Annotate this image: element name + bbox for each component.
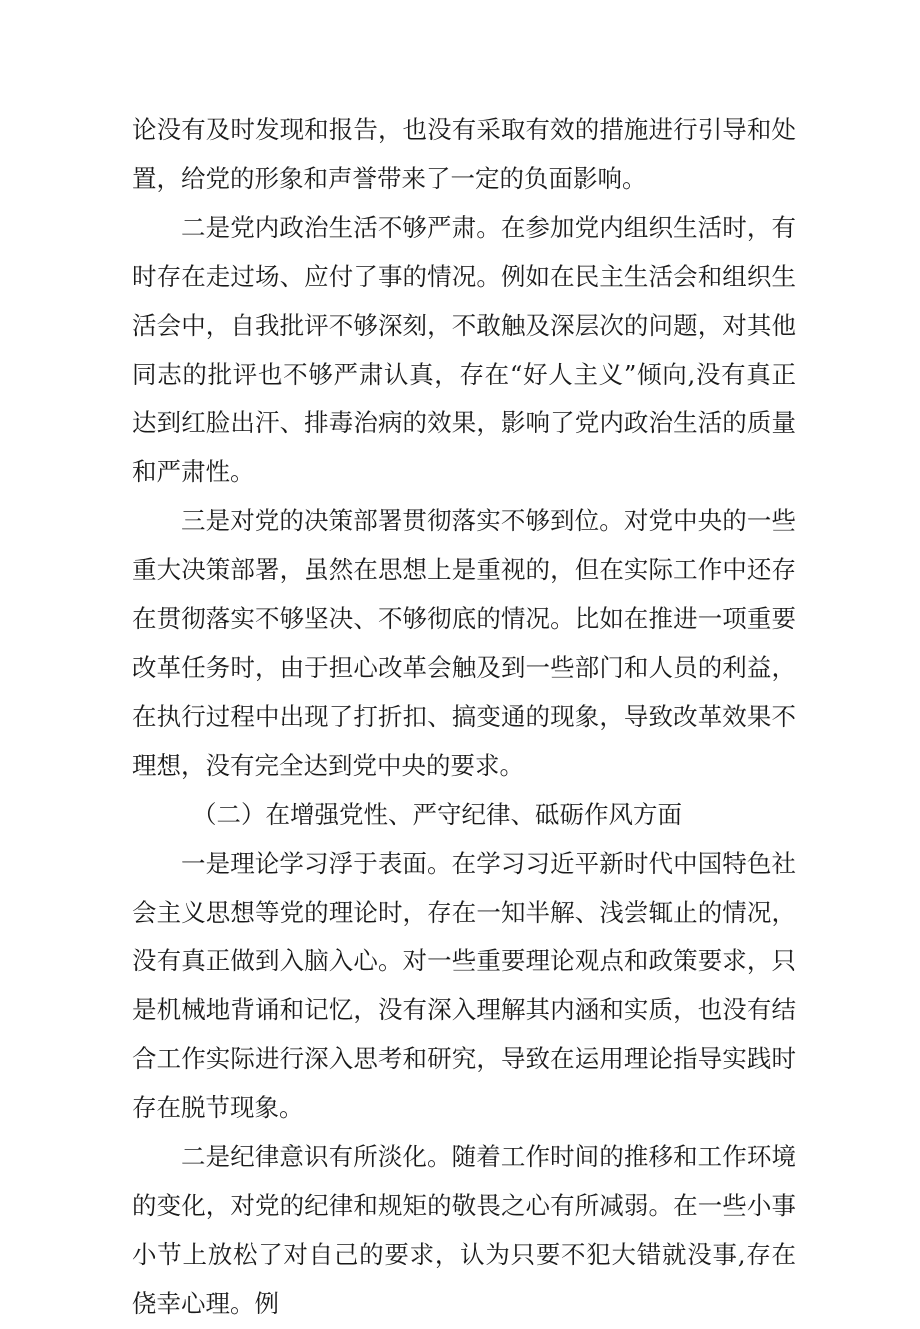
paragraph-continuation: 论没有及时发现和报告，也没有采取有效的措施进行引导和处置，给党的形象和声誉带来了一定的负面影响。	[132, 115, 796, 193]
paragraph-decision-implementation: 三是对党的决策部署贯彻落实不够到位。对党中央的一些重大决策部署，虽然在思想上是重视的，但在实际工作中还存在贯彻落实不够坚决、不够彻底的情况。比如在推进一项重要改革任务时，由于担心改革会触及到一些部门和人员的利益，在执行过程中出现了打折扣、搞变通的现象，导致改革效果不理想，没有完全达到党中央的要求。	[132, 506, 796, 780]
paragraph-theory-study: 一是理论学习浮于表面。在学习习近平新时代中国特色社会主义思想等党的理论时，存在一知半解、浅尝辄止的情况，没有真正做到入脑入心。对一些重要理论观点和政策要求，只是机械地背诵和记忆，没有深入理解其内涵和实质，也没有结合工作实际进行深入思考和研究，导致在运用理论指导实践时存在脱节现象。	[132, 848, 796, 1123]
document-body	[132, 106, 796, 1329]
paragraph-discipline-awareness: 二是纪律意识有所淡化。随着工作时间的推移和工作环境的变化，对党的纪律和规矩的敬畏之心有所减弱。在一些小事小节上放松了对自己的要求，认为只要不犯大错就没事,存在侥幸心理。例	[132, 1142, 796, 1318]
section-heading: （二）在增强党性、严守纪律、砥砺作风方面	[192, 799, 682, 829]
paragraph-party-political-life: 二是党内政治生活不够严肃。在参加党内组织生活时，有时存在走过场、应付了事的情况。例如在民主生活会和组织生活会中，自我批评不够深刻，不敢触及深层次的问题，对其他同志的批评也不够严肃认真，存在“好人主义”倾向,没有真正达到红脸出汗、排毒治病的效果，影响了党内政治生活的质量和严肃性。	[132, 212, 796, 487]
